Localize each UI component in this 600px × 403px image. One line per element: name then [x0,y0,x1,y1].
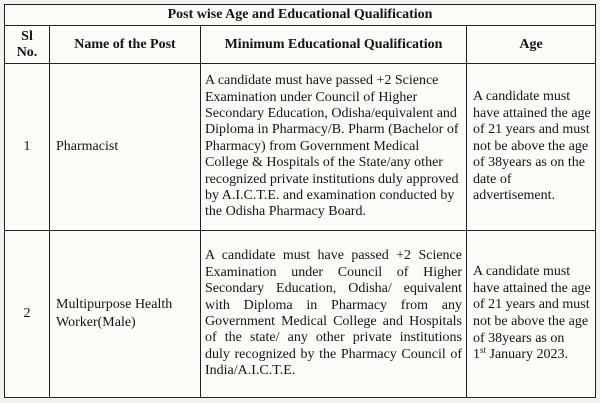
row-qualification: A candidate must have passed +2 Science Examination under Council of Higher Secondary Education, Odisha/ equivalent with Diploma in Pharmacy from any Government Medical College and Hospitals of the state/ any other private institutions duly recognized by the Pharmacy Council of India/A.I.C.T.E. [201,231,467,398]
header-qualification: Minimum Educational Qualification [201,26,467,64]
row-age-requirement: A candidate must have attained the age of 21 years and must not be above the age of 38years as on the date of advertisement. [467,64,596,231]
table-title: Post wise Age and Educational Qualification [5,5,596,26]
table-row [5,64,596,231]
header-sl-no: Sl No. [5,26,50,64]
header-post-name: Name of the Post [50,26,201,64]
qualification-table [4,4,596,398]
row-sl-number: 1 [5,64,50,231]
table-header-row [5,26,596,64]
table-title-row [5,5,596,26]
header-age: Age [467,26,596,64]
row-age-requirement: A candidate must have attained the age of 21 years and must not be above the age of 38years as on 1st January 2023. [467,231,596,398]
table-row [5,231,596,398]
row-post-name: Pharmacist [50,64,201,231]
row-post-name: Multipurpose Health Worker(Male) [50,231,201,398]
row-sl-number: 2 [5,231,50,398]
row-qualification: A candidate must have passed +2 Science Examination under Council of Higher Secondary Education, Odisha/equivalent and Diploma in Pharmacy/B. Pharm (Bachelor of Pharmacy) from Government Medical College & Hospitals of the State/any other recognized private institutions duly approved by A.I.C.T.E. and examination conducted by the Odisha Pharmacy Board. [201,64,467,231]
document-page [4,4,595,398]
